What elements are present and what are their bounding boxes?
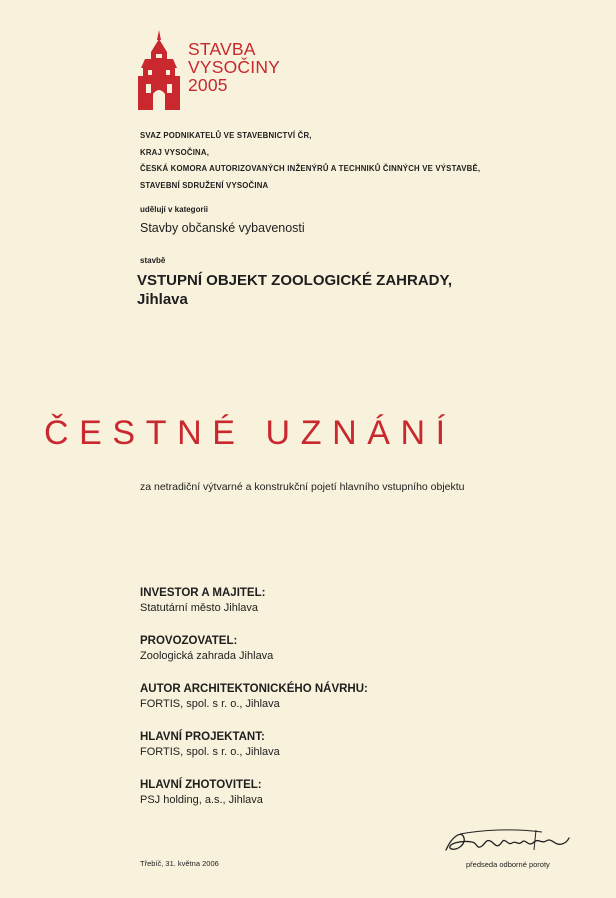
logo-line-1: STAVBA — [188, 39, 256, 59]
award-reason: za netradiční výtvarné a konstrukční pojetí hlavního vstupního objektu — [140, 481, 465, 493]
credits-list — [140, 586, 368, 826]
credit-name: Statutární město Jihlava — [140, 602, 259, 614]
building-label: stavbě — [140, 256, 166, 265]
organizers-list — [140, 128, 480, 194]
credit-item — [140, 682, 368, 730]
building-name-line-1: VSTUPNÍ OBJEKT ZOOLOGICKÉ ZAHRADY, — [137, 272, 453, 289]
castle-tower-icon — [136, 30, 182, 110]
credit-name: FORTIS, spol. s r. o., Jihlava — [140, 698, 280, 710]
organizer-item: SVAZ PODNIKATELŮ VE STAVEBNICTVÍ ČR, — [140, 131, 312, 140]
award-title: ČESTNÉ UZNÁNÍ — [44, 414, 456, 452]
signature — [442, 826, 570, 858]
organizer-item: KRAJ VYSOČINA, — [140, 147, 210, 157]
credit-name: PSJ holding, a.s., Jihlava — [140, 794, 263, 806]
credit-role: INVESTOR A MAJITEL: — [140, 587, 266, 599]
category-label: udělují v kategorii — [140, 205, 209, 214]
place-date: Třebíč, 31. května 2006 — [140, 859, 219, 868]
building-name — [137, 271, 452, 309]
logo — [136, 30, 311, 110]
organizer-item: ČESKÁ KOMORA AUTORIZOVANÝCH INŽENÝRŮ A TECHNIKŮ ČINNÝCH VE VÝSTAVBĚ, — [140, 164, 481, 173]
logo-line-2: VYSOČINY — [188, 57, 281, 77]
credit-item — [140, 730, 368, 778]
credit-role: AUTOR ARCHITEKTONICKÉHO NÁVRHU: — [140, 683, 368, 695]
logo-line-3: 2005 — [188, 75, 228, 95]
credit-item — [140, 634, 368, 682]
credit-role: PROVOZOVATEL: — [140, 635, 238, 647]
credit-name: Zoologická zahrada Jihlava — [140, 650, 274, 662]
organizer-item: STAVEBNÍ SDRUŽENÍ VYSOČINA — [140, 180, 269, 190]
signer-title: předseda odborné poroty — [466, 860, 550, 869]
logo-text — [188, 40, 280, 94]
credit-name: FORTIS, spol. s r. o., Jihlava — [140, 746, 280, 758]
credit-item — [140, 586, 368, 634]
building-name-line-2: Jihlava — [137, 291, 188, 308]
credit-role: HLAVNÍ PROJEKTANT: — [140, 731, 265, 743]
credit-item — [140, 778, 368, 826]
category: Stavby občanské vybavenosti — [140, 221, 305, 235]
credit-role: HLAVNÍ ZHOTOVITEL: — [140, 779, 262, 791]
